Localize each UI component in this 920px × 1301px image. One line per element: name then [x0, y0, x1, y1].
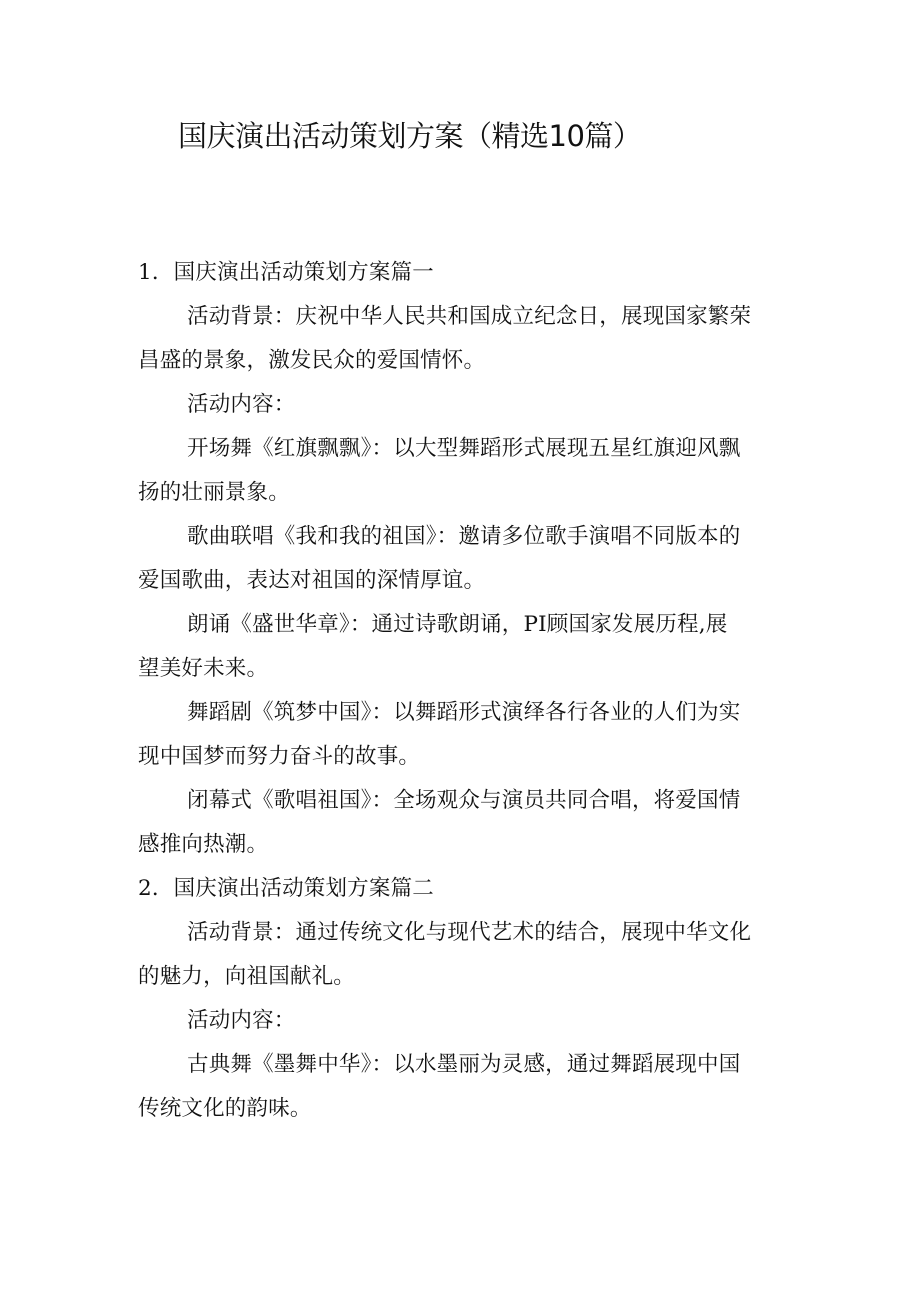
document-body — [138, 251, 788, 1131]
paragraph-line: 感推向热潮。 — [138, 832, 269, 857]
paragraph-line: 活动背景：通过传统文化与现代艺术的结合，展现中华文化 — [187, 920, 752, 945]
paragraph-line: 闭幕式《歌唱祖国》：全场观众与演员共同合唱，将爱国情 — [187, 788, 741, 813]
paragraph-line: 歌曲联唱《我和我的祖国》：邀请多位歌手演唱不同版本的 — [187, 524, 741, 549]
paragraph-line: 开场舞《红旗飘飘》：以大型舞蹈形式展现五星红旗迎风飘 — [187, 436, 741, 461]
paragraph-line: 现中国梦而努力奋斗的故事。 — [138, 744, 421, 769]
paragraph-line: 昌盛的景象，激发民众的爱国情怀。 — [138, 348, 486, 373]
paragraph-line: 扬的壮丽景象。 — [138, 480, 290, 505]
paragraph-line: 朗诵《盛世华章》：通过诗歌朗诵，PI顾国家发展历程,展 — [187, 612, 728, 637]
paragraph-line: 活动背景：庆祝中华人民共和国成立纪念日，展现国家繁荣 — [187, 304, 752, 329]
paragraph-line: 的魅力，向祖国献礼。 — [138, 964, 356, 989]
paragraph-line: 传统文化的韵味。 — [138, 1096, 312, 1121]
content-label: 活动内容： — [187, 392, 296, 417]
paragraph-line: 舞蹈剧《筑梦中国》：以舞蹈形式演绎各行各业的人们为实 — [187, 700, 741, 725]
paragraph-line: 爱国歌曲，表达对祖国的深情厚谊。 — [138, 568, 486, 593]
section-heading-2: 2．国庆演出活动策划方案篇二 — [138, 876, 434, 901]
content-label: 活动内容： — [187, 1008, 296, 1033]
section-heading-1: 1．国庆演出活动策划方案篇一 — [138, 260, 434, 285]
document-title: 国庆演出活动策划方案（精选10篇） — [178, 119, 642, 153]
paragraph-line: 古典舞《墨舞中华》：以水墨丽为灵感，通过舞蹈展现中国 — [187, 1052, 741, 1077]
paragraph-line: 望美好未来。 — [138, 656, 269, 681]
